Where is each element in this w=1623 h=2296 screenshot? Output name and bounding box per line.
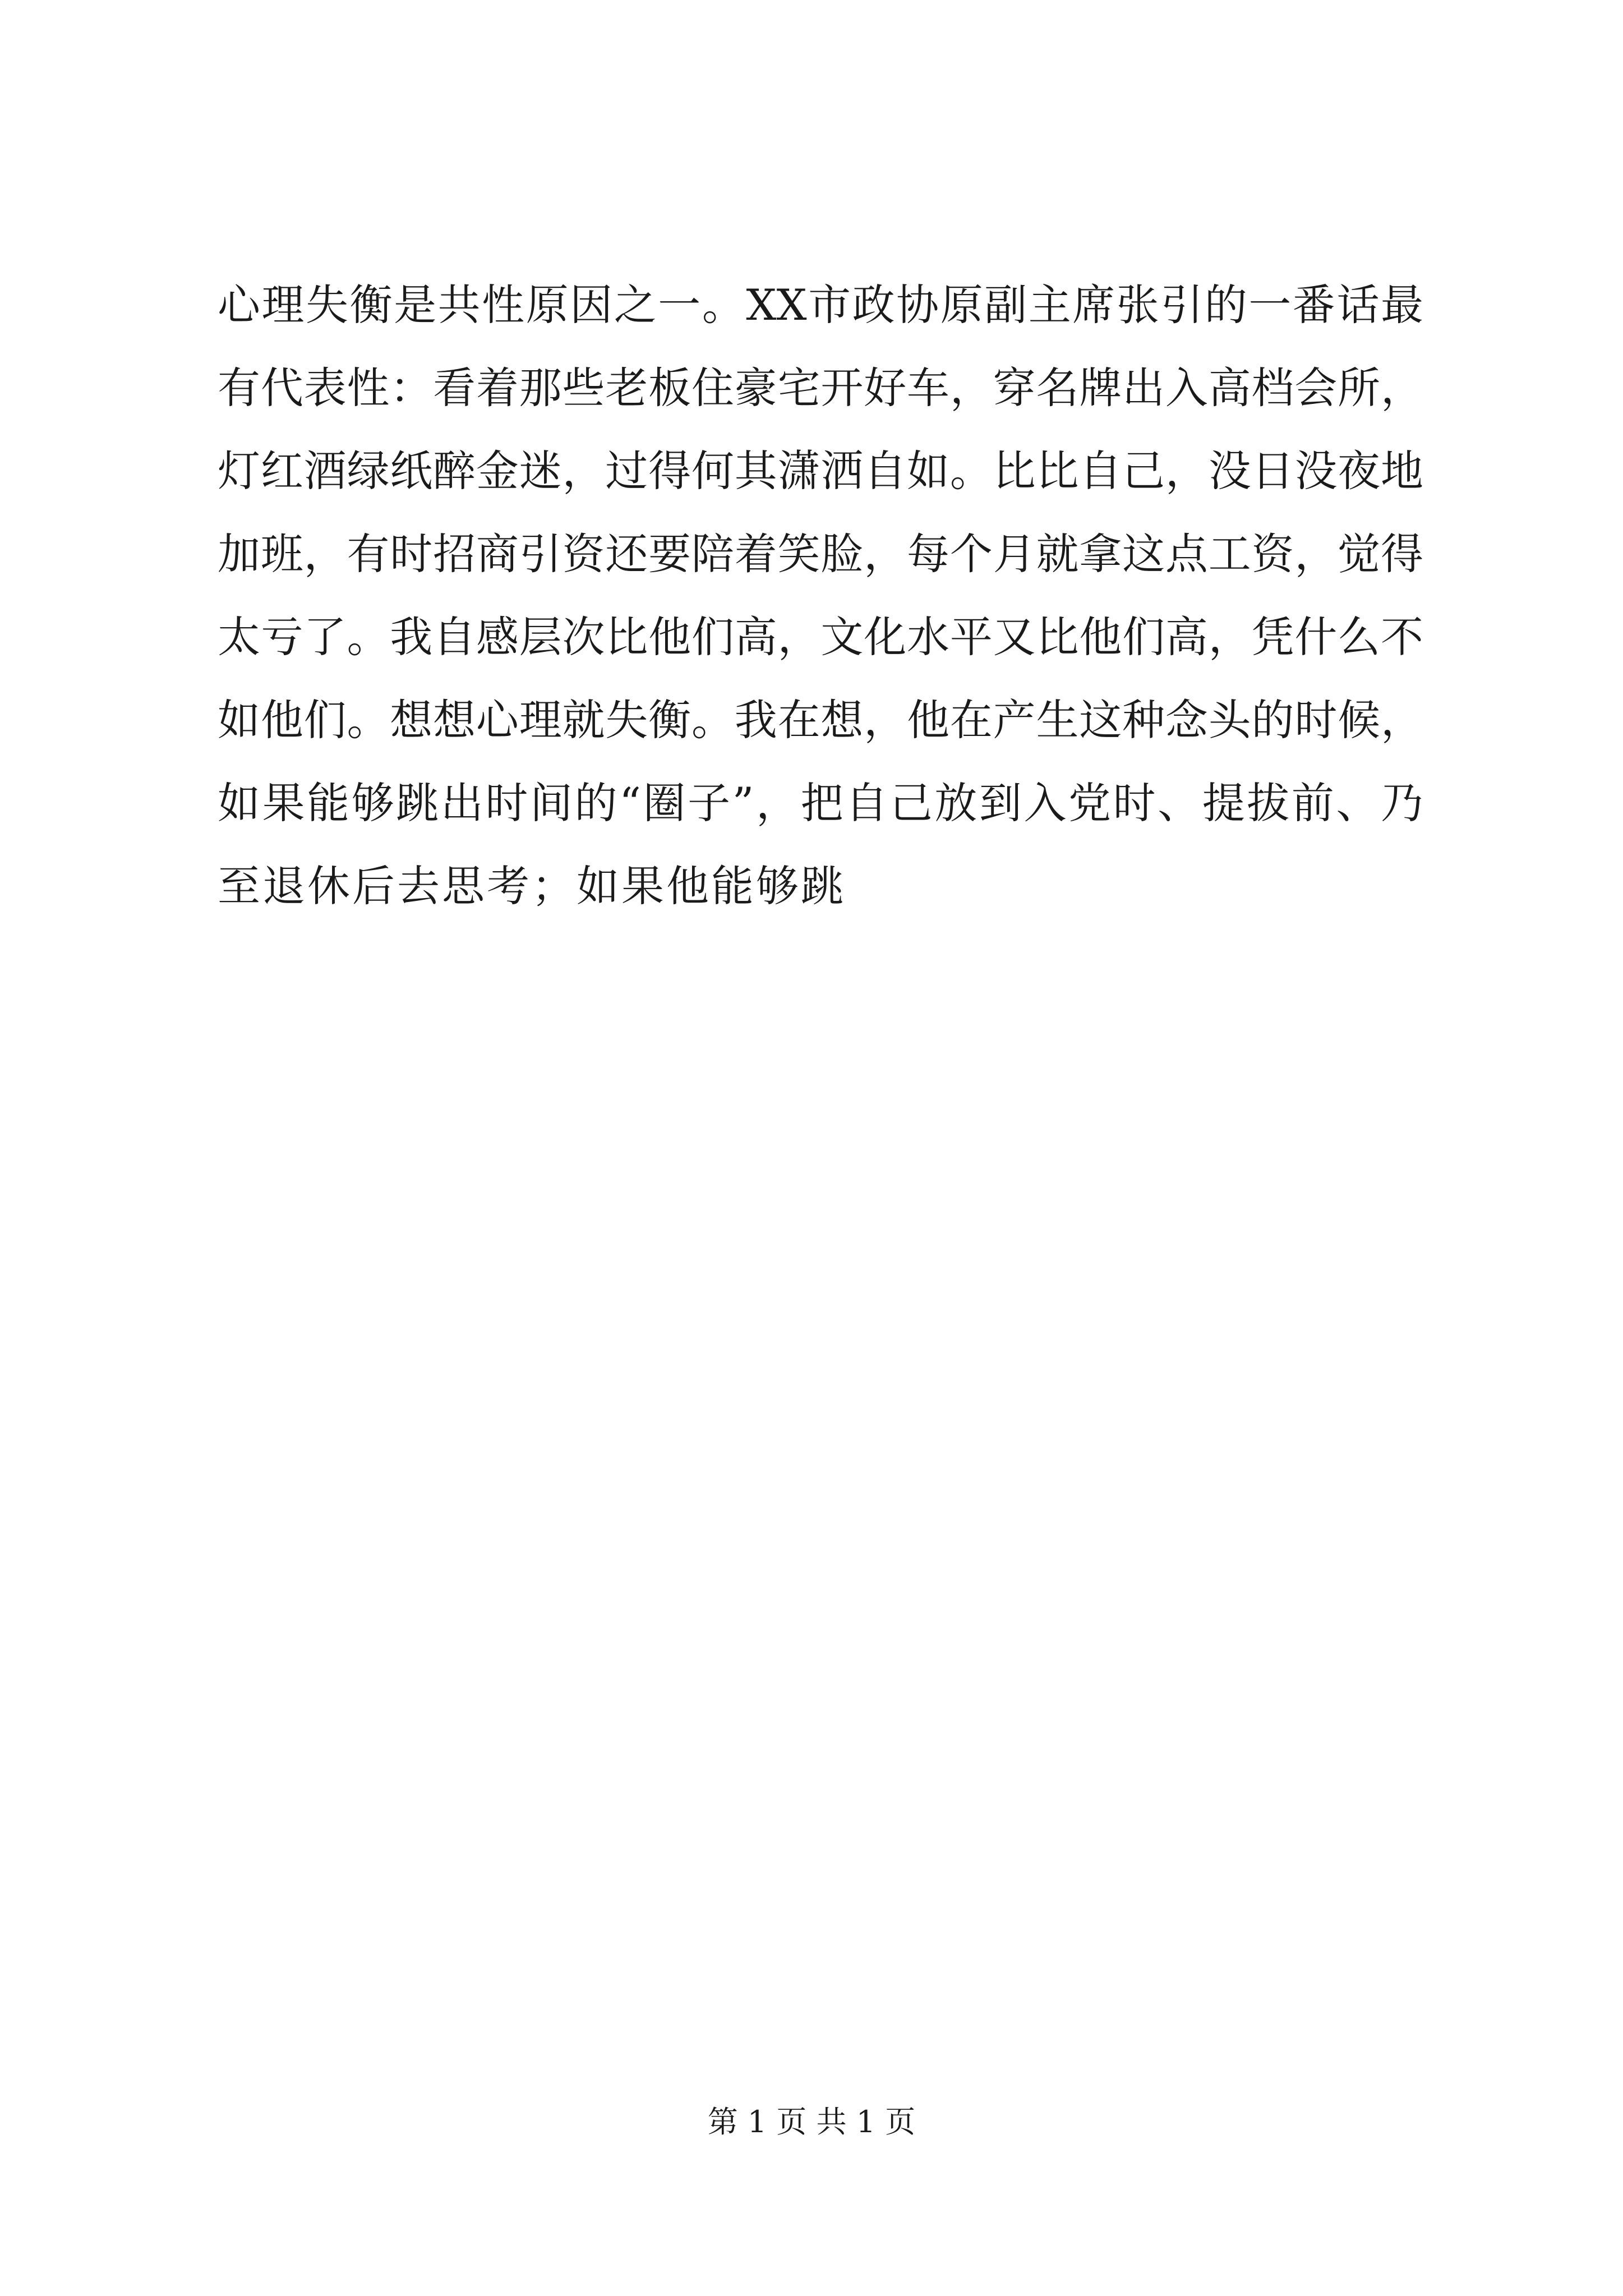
text-line: 至退休后去思考；如果他能够跳	[218, 861, 846, 911]
text-line: 太亏了。我自感层次比他们高，文化水平又比他们高，凭什么不	[218, 612, 1423, 662]
page-number-footer: 第 1 页 共 1 页	[707, 2104, 916, 2139]
body-paragraph	[218, 264, 1423, 928]
text-line: 如他们。想想心理就失衡。我在想，他在产生这种念头的时候，	[218, 695, 1423, 745]
text-line: 心理失衡是共性原因之一。XX市政协原副主席张引的一番话最	[218, 280, 1423, 330]
text-line: 灯红酒绿纸醉金迷，过得何其潇洒自如。比比自己，没日没夜地	[218, 446, 1423, 496]
text-line: 加班，有时招商引资还要陪着笑脸，每个月就拿这点工资，觉得	[218, 529, 1423, 579]
text-line: 如果能够跳出时间的“圈子”，把自己放到入党时、提拔前、乃	[218, 778, 1423, 828]
text-line: 有代表性：看着那些老板住豪宅开好车，穿名牌出入高档会所，	[218, 363, 1423, 413]
